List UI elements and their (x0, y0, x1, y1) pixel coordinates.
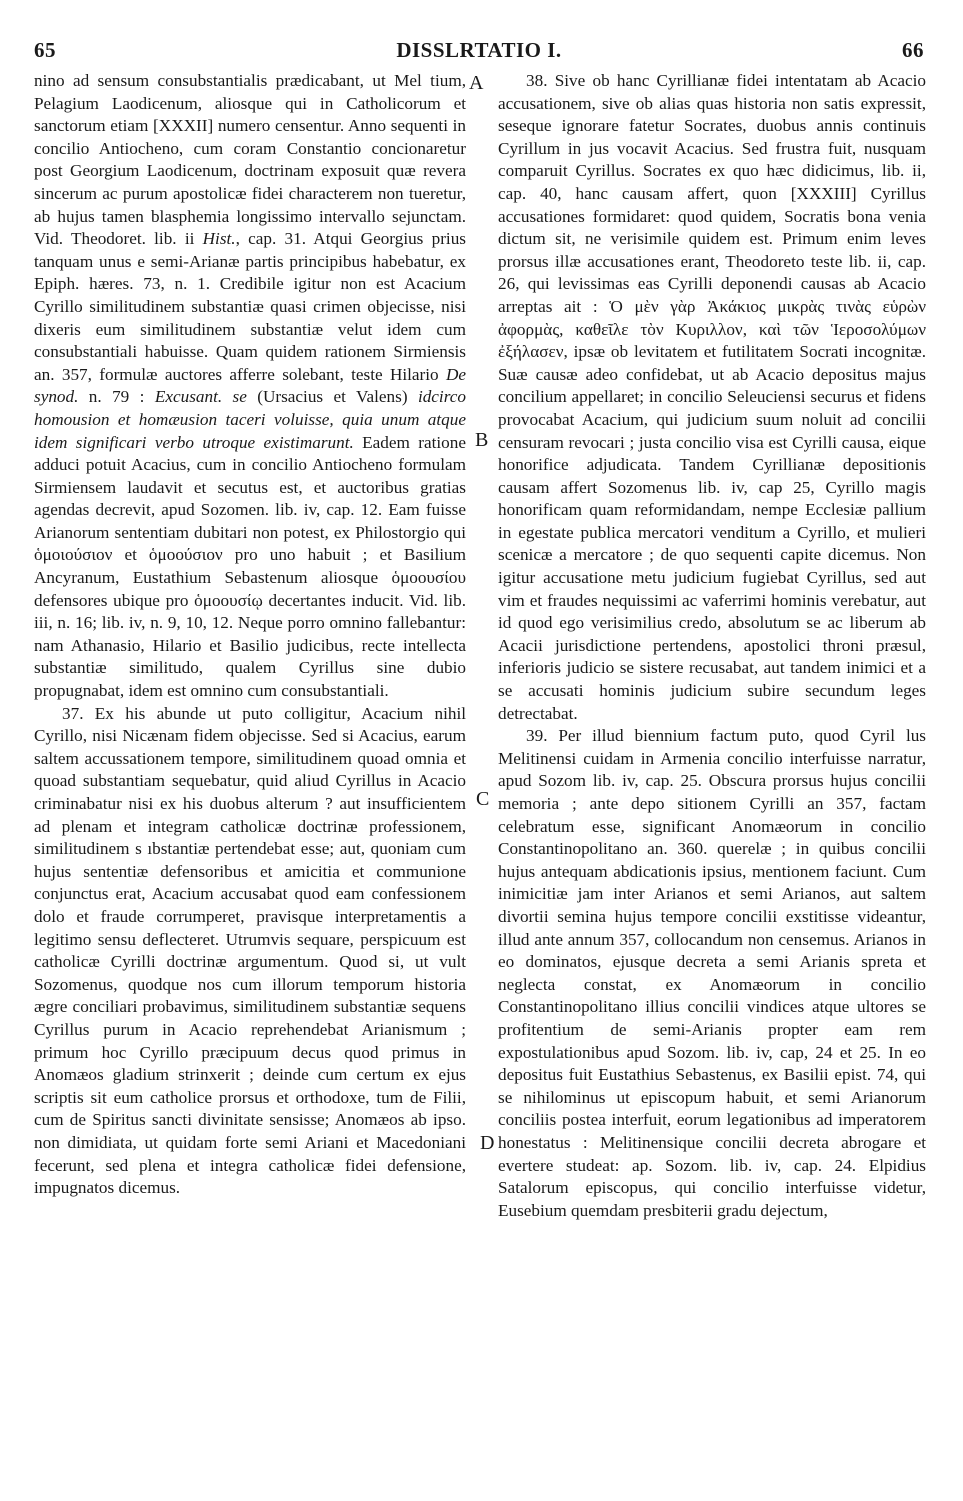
margin-letter-b: B (475, 429, 489, 451)
left-column (34, 70, 466, 1200)
margin-letter-d: D (480, 1132, 495, 1154)
paragraph-38: 38. Sive ob hanc Cyrillianæ fidei intentatam ab Acacio accusationem, sive ob alias quas historia non satis expressit, seseque ignorare fatetur Socrates, duobus annis continuis Cyrillum in jus vocavit Acacius. Sed frustra fuit, nusquam comparuit Cyrillus. Socrates ex quo hæc didicimus, lib. ii, cap. 40, hanc causam affert, quon [XXXIII] Cyrillus accusationes formidaret: quod quidem, Socratis bona venia dictum sit, ne verisimile quidem est. Primum enim leves prorsus illæ accusationes erant, Theodoreto teste lib. ii, cap. 26, qui levissimas eas Cyrilli deponendi causas ab Acacio arreptas ait : Ὁ μὲν γὰρ Ἀκάκιος μικρὰς τινὰς εὑρὼν ἀφορμὰς, καθεῖλε τὸν Κυριλλον, καὶ τῶν Ἱεροσολύμων ἐξήλασεν, ipsæ ob levitatem et futilitatem Socrati incognitæ. Suæ causæ adeo confidebat, ut ab Acacio depositus majus concilium appellaret; in concilio Seleuciensi securus et fidens provocabat Acacium, qui judicium suum noluit ad concilii censuram revocari ; justa concilio visa est Cyrilli causa, eique honorifice adjudicata. Tandem Cyrillianæ depositionis causam affert Sozomenus lib. iv, cap 25, Cyrillo magis honorificam quam reformidandam, nempe Ecclesiæ pallium in egestate publica mercatori venditum a Cyrillo, et mulieri scenicæ a mercatore ; de quo sequenti capite dicemus. Non igitur accusatione metu judicium fugiebat Cyrillus, sed aut vim et fraudes nequissimi ac vaferrimi hominis verebatur, aut id quod ego verisimilius credo, absolutum se ac liberum ab Acacii jurisdictione pertendens, apostolici throni præsul, inferioris judicio se sistere recusabat, aut tandem inimici et a se accusati hominis judicium subire secundum leges detrectabat. (498, 71, 926, 723)
right-column (498, 70, 926, 1222)
paragraph-39: 39. Per illud biennium factum puto, quod Cyril lus Melitinensi cuidam in Armenia concilio interfuisse narratur, apud Sozom lib. iv, cap. 25. Obscura prorsus hujus concilii memoria ; ante depo sitionem Cyrilli an 357, factam celebratum esse, significant Anomæorum in concilio Constantinopolitano an. 360. querelæ ; in quibus concilii hujus antequam abdicationis ipsius, mentionem faciunt. Cum inimicitiæ jam inter Arianos et semi Arianos, aut saltem divortii semina hujus tempore concilii exstitisse videantur, illud ante annum 357, collocandum non censemus. Arianos in eo dominatos, ejusque decreta a semi Arianis spreta et neglecta constat, ex Anomæorum in concilio Constantinopolitano illius concilii vindices atque ultores se profitentium de semi-Arianis propter eam rem expostulationibus apud Sozom. lib. iv, cap, 24 et 25. In eo depositus fuit Eustathius Sebastenus, ex Basilii epist. 74, qui se nihilominus ut episcopum habuit, et semi Arianorum conciliis postea interfuit, eorum legationibus ad imperatorem honestatus : Melitinensique concilii decreta abrogare et evertere studeat: ap. Sozom. lib. iv, cap. 24. Elpidius Satalorum episcopus, qui concilio interfuisse videtur, Eusebium quemdam presbiterii gradu dejectum, (498, 726, 926, 1220)
margin-letter-c: C (476, 788, 490, 810)
page-number-left: 65 (34, 38, 56, 62)
running-head (34, 38, 924, 62)
page-number-right: 66 (902, 38, 924, 62)
running-title: DISSLRTATIO I. (396, 38, 562, 62)
paragraph-37: 37. Ex his abunde ut puto colligitur, Acacium nihil Cyrillo, nisi Nicænam fidem objecisse. Sed si Acacius, earum saltem accussationem tempore, similitudinem quoad omnia et quoad substantiam sequebatur, quid aliud Cyrillus in Acacio criminabatur nisi ex his duobus alterum ? aut insufficientem ad plenam et integram catholicæ doctrinæ professionem, similitudinem s ıbstantiæ pertendebat esse; aut, quoniam cum hujus sententiæ defensoribus et amicitia et communione conjunctus erat, Acacium accusabat quod eam confessionem dolo et fraude corrumperet, pravisque interpretamentis a legitimo sensu deflecteret. Utrumvis sequare, perspicuum est catholicæ Cyrilli doctrinæ argumentum. Quod si, ut vult Sozomenus, quodque nos cum illorum temporum historia ægre conciliari probavimus, similitudinem substantiæ sequens Cyrillus purum in Acacio reprehendebat Arianismum ; primum hoc Cyrillo præcipuum decus quod primus in Anomæos gladium strinxerit ; deinde cum certum ex ejus scriptis sit eum catholice prorsus et orthodoxe, tum de Filii, cum de Spiritus sancti divinitate sensisse; Anomæos ab ipso. non dimidiata, ut quidam forte semi Ariani et Macedoniani fecerunt, sed plena et integra catholicæ fidei defensione, impugnatos dicemus. (34, 703, 466, 1198)
margin-letter-a: A (469, 72, 484, 94)
paragraph-36-continued: nino ad sensum consubstantialis prædicabant, ut Mel tium, Pelagium Laodicenum, aliosque qui in Catholicorum et sanctorum etiam [XXXII] numero censentur. Anno sequenti in concilio Antiocheno, cum coram Constantio concionaretur post Georgium Laodicenum, doctrinam exposuit quæ revera sincerum ac purum apostolicæ fidei characterem non tueretur, ab hujus tamen blasphemia longissimo intervallo sejunctam. Vid. Theodoret. lib. ii Hist., cap. 31. Atqui Georgius prius tanquam unus e semi-Arianæ partis principibus habebatur, ex Epiph. hæres. 73, n. 1. Credibile igitur non est Acacium Cyrillo similitudinem substantiæ quasi crimen objecisse, nisi dixeris eum similitudinem substantiæ velut idem cum consubstantiali habuisse. Quam quidem rationem Sirmiensis an. 357, formulæ auctores afferre solebant, teste Hilario De synod. n. 79 : Excusant. se (Ursacius et Valens) idcirco homousion et homæusion taceri voluisse, quia unum atque idem significari verbo utroque existimarunt. Eadem ratione adduci potuit Acacius, cum in concilio Antiocheno formulam Sirmiensem laudavit et secutus est, et auctoribus gratias agendas decrevit, apud Sozomen. lib. iv, cap. 12. Eam fuisse Arianorum sententiam dubitari non potest, ex Philostorgio qui ὁμοιούσιον et ὁμοούσιον pro uno habuit ; et Basilium Ancyranum, Eustathium Sebastenum aliosque ὁμοουσίου defensores ubique pro ὁμοουσίῳ decertantes inducit. Vid. lib. iii, n. 16; lib. iv, n. 9, 10, 12. Neque porro omnino fallebantur: nam Athanasio, Hilario et Basilio judicibus, recte intellecta substantiæ similitudo, qualem Cyrillus sine dubio propugnabat, idem est omnino cum consubstantiali. (34, 71, 466, 701)
